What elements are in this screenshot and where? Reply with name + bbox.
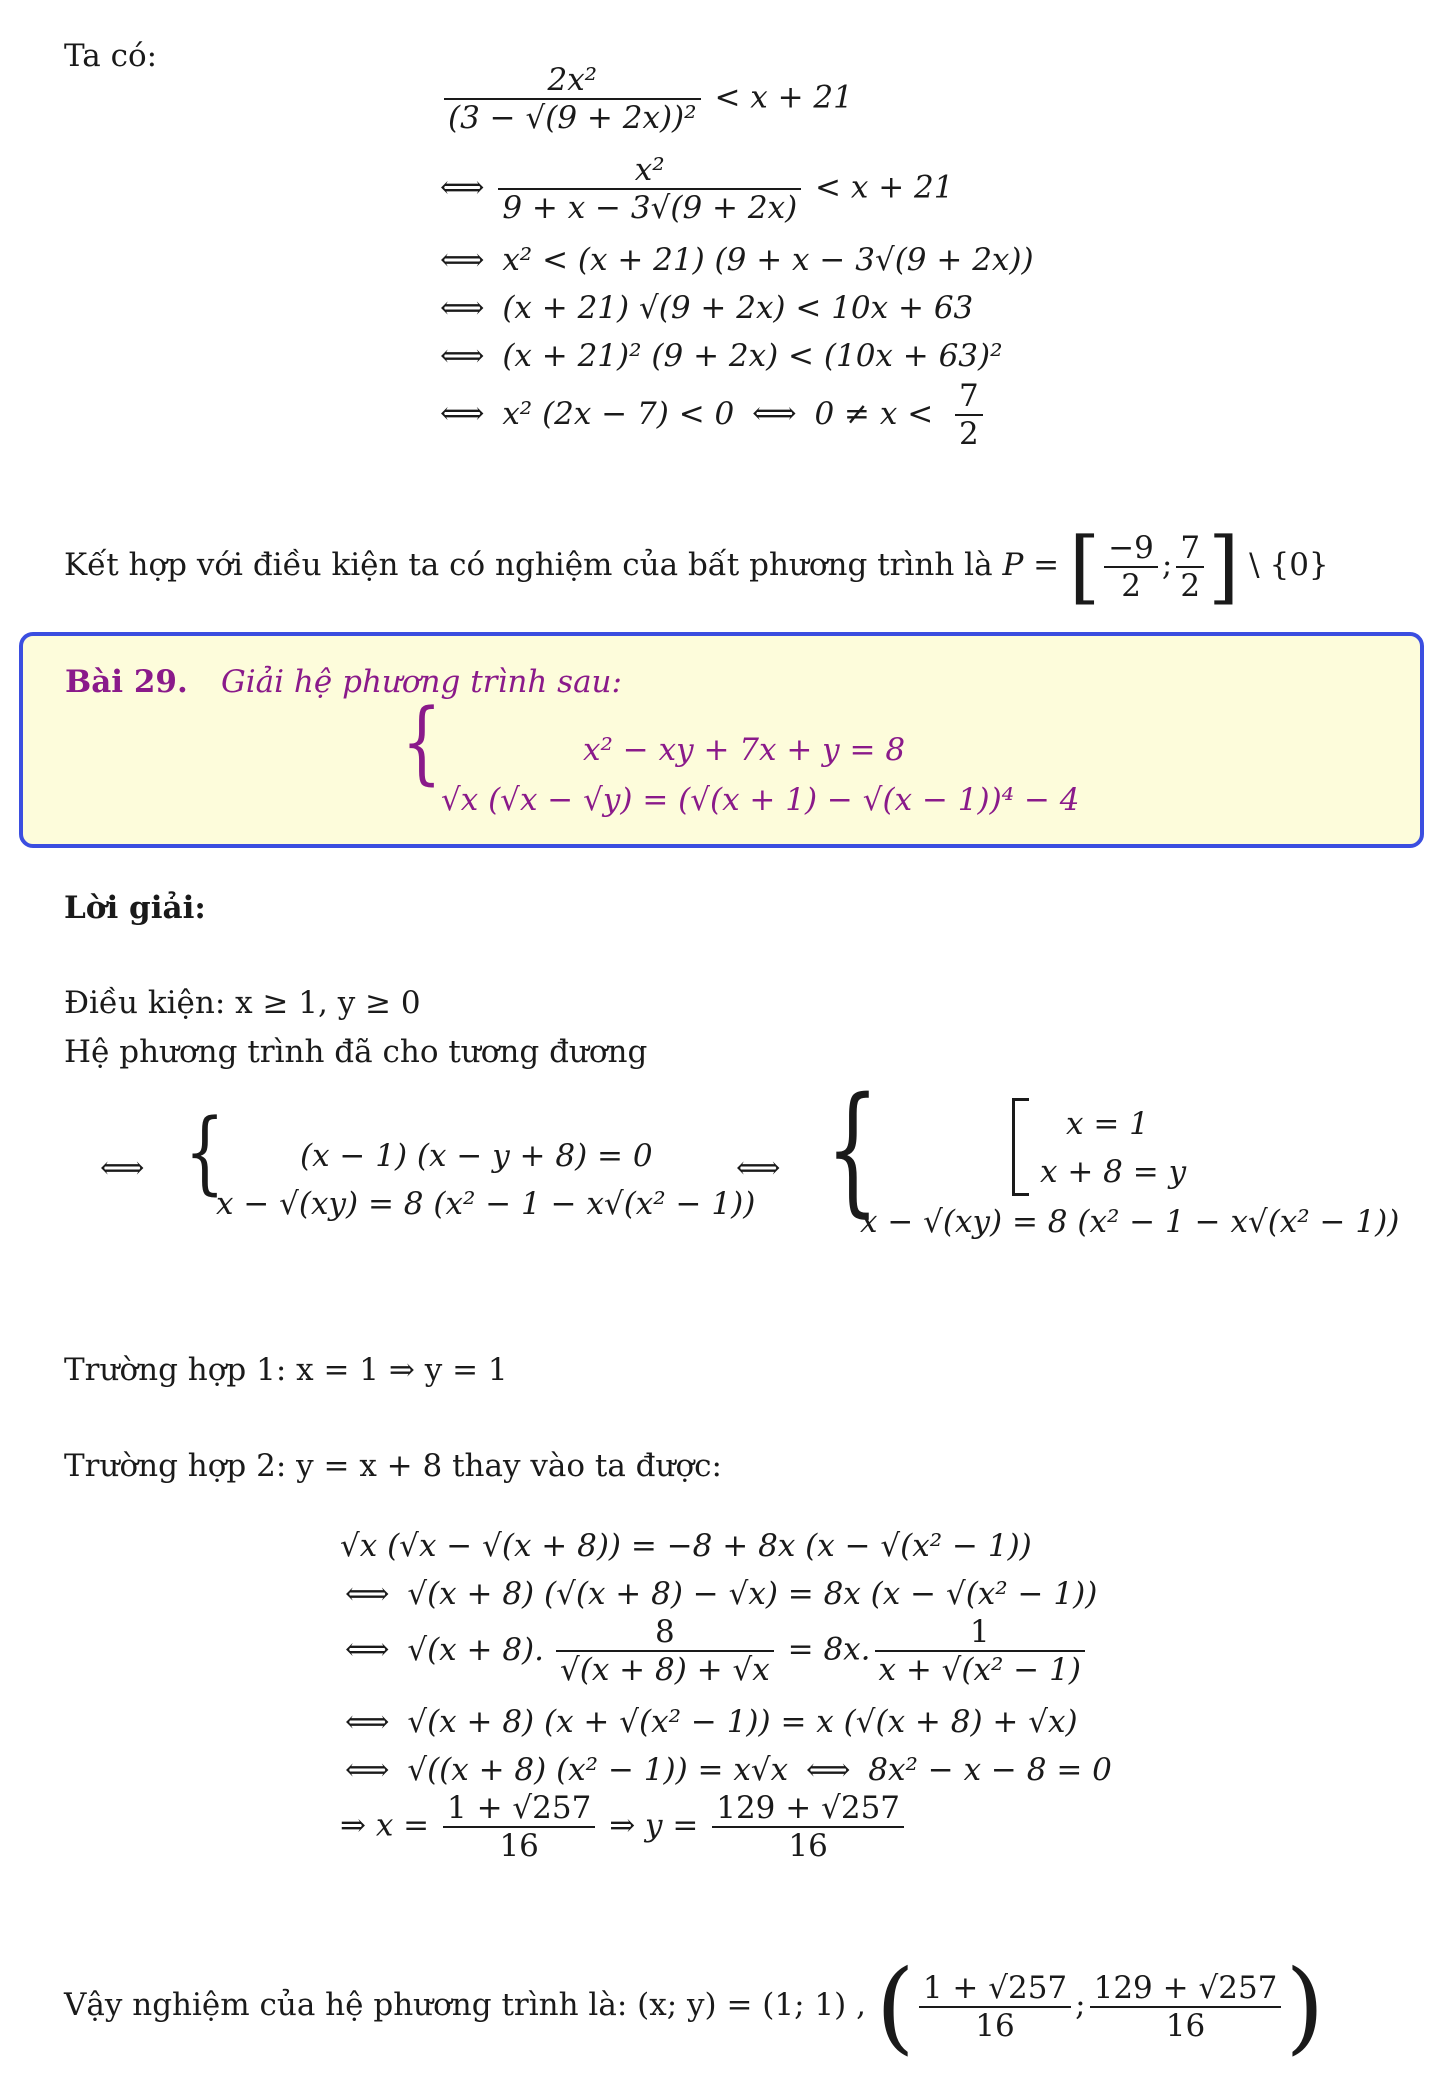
- fraction: [1090, 1970, 1282, 2044]
- numerator: 7: [959, 378, 979, 414]
- system-eqA: (x − 1) (x − y + 8) = 0: [300, 1138, 653, 1174]
- system-eqC: x − √(xy) = 8 (x² − 1 − x√(x² − 1)): [860, 1204, 1400, 1240]
- equivalent-text: Hệ phương trình đã cho tương đương: [64, 1034, 648, 1070]
- numerator: 8: [655, 1614, 675, 1650]
- iff-symbol: ⟺: [440, 338, 485, 374]
- condition: Điều kiện: x ≥ 1, y ≥ 0: [64, 985, 421, 1021]
- numerator: −9: [1108, 529, 1154, 566]
- denominator: (3 − √(9 + 2x))²: [444, 98, 701, 136]
- denominator: 2: [1176, 566, 1204, 604]
- fraction: [1176, 530, 1204, 604]
- case1: Trường hợp 1: x = 1 ⇒ y = 1: [64, 1352, 508, 1388]
- case2: Trường hợp 2: y = x + 8 thay vào ta được:: [64, 1448, 722, 1484]
- numerator: 1: [969, 1614, 990, 1650]
- derivation2-row5: ⟺ √((x + 8) (x² − 1)) = x√x ⟺ 8x² − x − 8 = 0: [345, 1752, 1120, 1788]
- rhs: < x + 21: [815, 169, 954, 206]
- fraction: [444, 62, 701, 136]
- conclusion1: Kết hợp với điều kiện ta có nghiệm của bất phương trình là P = [ $\frac{-9}{2}$ ; $\frac{7}{2}$ ] \ {0}: [64, 520, 1329, 613]
- left-brace: {: [184, 1100, 225, 1205]
- set-difference: \ {0}: [1249, 547, 1329, 583]
- denominator: 16: [1090, 2006, 1282, 2044]
- iff-symbol: ⟺: [440, 395, 485, 432]
- derivation2-row4: ⟺ √(x + 8) (x + √(x² − 1)) = x (√(x + 8) + √x): [345, 1704, 1086, 1740]
- numerator: 1 + √257: [447, 1790, 592, 1826]
- problem-label: Bài 29.: [65, 664, 188, 700]
- left-brace: {: [401, 690, 442, 795]
- expression: (x + 21)² (9 + 2x) < (10x + 63)²: [502, 338, 1003, 374]
- denominator: √(x + 8) + √x: [556, 1650, 774, 1688]
- expression: (x + 21) √(9 + 2x) < 10x + 63: [502, 290, 974, 326]
- expression: 0 ≠ x <: [814, 395, 934, 432]
- denominator: 2: [955, 414, 983, 452]
- solution-heading: Lời giải:: [64, 890, 206, 926]
- fraction: [955, 378, 983, 452]
- final-answer: Vậy nghiệm của hệ phương trình là: (x; y) = (1; 1) , ( $\frac{1 + √257}{16}$ ; $\frac{129 + √257}{16}$ ): [64, 1948, 1325, 2065]
- fraction: [443, 1790, 595, 1864]
- system-case-b: x + 8 = y: [1040, 1154, 1187, 1190]
- denominator: 16: [712, 1826, 904, 1864]
- iff-symbol: ⟺: [440, 169, 485, 206]
- numerator: 129 + √257: [716, 1790, 901, 1826]
- denominator: 9 + x − 3√(9 + 2x): [498, 188, 801, 226]
- right-paren: ): [1285, 1948, 1325, 2065]
- problem-box: [19, 632, 1424, 848]
- numerator: x²: [634, 152, 665, 188]
- intro-text: Ta có:: [64, 38, 158, 74]
- set-name: P =: [1002, 547, 1060, 583]
- derivation2-row3: ⟺ √(x + 8). $\frac{8}{√(x + 8) + √x}$ = 8x. $\frac{1}{\text{x + √(x² − 1)}}$: [345, 1614, 1089, 1688]
- denominator: 16: [919, 2006, 1071, 2044]
- fraction: [1104, 530, 1158, 604]
- denominator: 2: [1104, 566, 1158, 604]
- derivation1-row6: [440, 378, 987, 452]
- expression: 8x² − x − 8 = 0: [868, 1752, 1112, 1788]
- fraction: [712, 1790, 904, 1864]
- left-bracket: [: [1068, 520, 1101, 613]
- fraction: [498, 152, 801, 226]
- numerator: 2x²: [547, 62, 598, 98]
- numerator: 7: [1180, 529, 1201, 566]
- problem-eq2: √x (√x − √y) = (√(x + 1) − √(x − 1))⁴ − 4: [441, 782, 1080, 818]
- problem-eq1: x² − xy + 7x + y = 8: [583, 732, 906, 768]
- fraction: [875, 1614, 1085, 1688]
- expression: √((x + 8) (x² − 1)) = x√x: [407, 1752, 789, 1788]
- conclusion-text: Kết hợp với điều kiện ta có nghiệm của bất phương trình là: [64, 547, 993, 583]
- denominator: x + √(x² − 1): [875, 1650, 1085, 1688]
- expression: √(x + 8) (x + √(x² − 1)) = x (√(x + 8) + √x): [407, 1704, 1078, 1740]
- iff-symbol: ⟺: [100, 1150, 145, 1186]
- derivation1-row5: [440, 338, 1011, 374]
- left-brace-large: {: [825, 1068, 880, 1231]
- final-text: Vậy nghiệm của hệ phương trình là: (x; y) = (1; 1) ,: [64, 1987, 866, 2023]
- system-eqB: x − √(xy) = 8 (x² − 1 − x√(x² − 1)): [216, 1186, 756, 1222]
- derivation1-row2: [440, 152, 953, 226]
- expression: x² < (x + 21) (9 + x − 3√(9 + 2x)): [502, 242, 1034, 278]
- iff-symbol: ⟺: [736, 1150, 781, 1186]
- iff-symbol: ⟺: [440, 290, 485, 326]
- rhs: < x + 21: [714, 79, 853, 116]
- fraction: [556, 1614, 774, 1688]
- iff-symbol: ⟺: [752, 395, 797, 432]
- system-case-a: x = 1: [1066, 1106, 1149, 1142]
- left-paren: (: [875, 1948, 915, 2065]
- numerator: 1 + √257: [922, 1969, 1068, 2006]
- problem-statement: Giải hệ phương trình sau:: [221, 664, 622, 700]
- expression: x² (2x − 7) < 0: [502, 395, 735, 432]
- denominator: 16: [443, 1826, 595, 1864]
- derivation2-row2: ⟺ √(x + 8) (√(x + 8) − √x) = 8x (x − √(x² − 1)): [345, 1576, 1105, 1612]
- numerator: 129 + √257: [1093, 1969, 1278, 2006]
- fraction: [919, 1970, 1071, 2044]
- derivation1-row3: [440, 242, 1042, 278]
- expression: ⇒ y =: [609, 1807, 699, 1844]
- iff-symbol: ⟺: [440, 242, 485, 278]
- right-bracket: ]: [1208, 520, 1240, 613]
- expression: = 8x.: [787, 1631, 871, 1668]
- expression: √(x + 8) (√(x + 8) − √x) = 8x (x − √(x² − 1)): [407, 1576, 1098, 1612]
- expression: ⇒ x =: [340, 1807, 430, 1844]
- expression: √(x + 8).: [407, 1631, 544, 1668]
- derivation2-row6: [340, 1790, 908, 1864]
- derivation1-row4: [440, 290, 981, 326]
- derivation1-row1: [440, 62, 853, 136]
- case-bracket: [1012, 1098, 1029, 1190]
- derivation2-row1: √x (√x − √(x + 8)) = −8 + 8x (x − √(x² − 1)): [340, 1528, 1032, 1564]
